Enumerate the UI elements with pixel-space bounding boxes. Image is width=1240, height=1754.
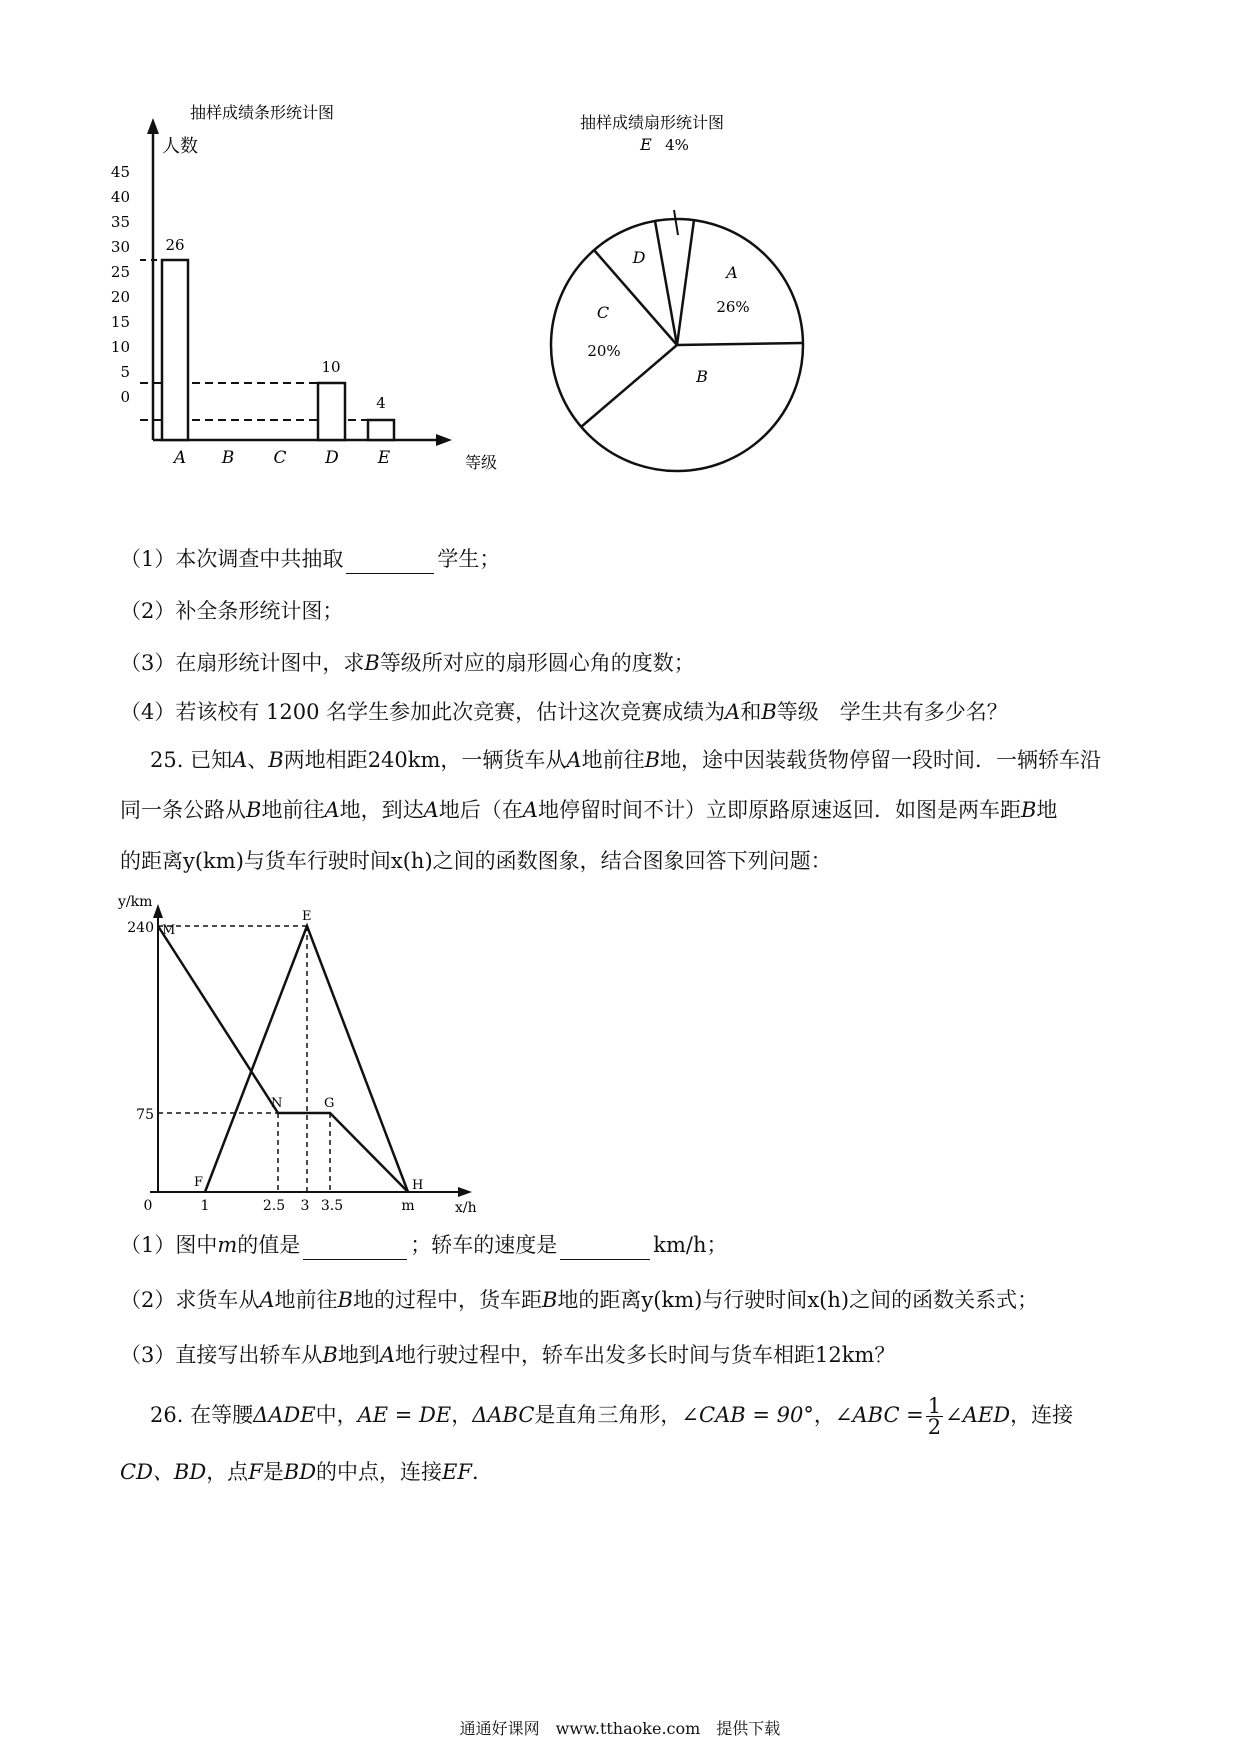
text: km/h； — [653, 1233, 728, 1257]
text: A — [725, 700, 741, 724]
x-axis-arrow — [458, 1187, 472, 1197]
bar-value-label: 26 — [165, 236, 185, 254]
text: y(km) — [183, 849, 244, 873]
point-label-e: E — [302, 909, 312, 924]
text: 两地相距 — [283, 748, 368, 772]
text: A — [423, 798, 439, 822]
q25-line3 — [120, 846, 832, 876]
text: ，点 — [206, 1460, 249, 1484]
text: EF — [442, 1460, 472, 1484]
q26-line2 — [120, 1457, 493, 1487]
text: 是直角三角形， — [534, 1403, 682, 1427]
text: 地停留时间不计）立即原路原速返回．如图是两车距 — [537, 798, 1021, 822]
bar-value-label: 10 — [321, 358, 341, 376]
category-label: E — [377, 448, 391, 468]
x-tick-label: 2.5 — [262, 1198, 286, 1214]
y-tick-label: 75 — [136, 1107, 154, 1123]
text: 地的过程中，货车距 — [352, 1288, 542, 1312]
bar-e — [368, 420, 394, 440]
text: 中， — [315, 1403, 358, 1427]
text: m — [217, 1233, 238, 1257]
q24-part4 — [120, 697, 1008, 727]
y-tick-label: 20 — [110, 288, 130, 306]
x-axis-label: x/h — [455, 1200, 477, 1216]
y-tick-label: 240 — [127, 920, 154, 936]
text: CD、BD — [120, 1460, 207, 1484]
text: y(km) — [641, 1288, 703, 1312]
bar-chart-title: 抽样成绩条形统计图 — [190, 103, 335, 122]
y-axis-label: y/km — [118, 894, 153, 910]
x-tick-label: 3 — [300, 1198, 310, 1214]
y-tick-label: 15 — [110, 313, 130, 331]
text: BD — [283, 1460, 317, 1484]
category-label: C — [273, 448, 287, 468]
text: ∠AED — [945, 1403, 1011, 1427]
pie-slice-percent-c: 20% — [587, 342, 621, 360]
text: 是 — [262, 1460, 284, 1484]
point-label-g: G — [324, 1096, 335, 1111]
text: （1）本次调查中共抽取 — [120, 547, 344, 571]
q25-line2 — [120, 795, 1057, 825]
x-tick-label: 1 — [200, 1198, 210, 1214]
text: A — [379, 1343, 395, 1367]
x-axis-arrow — [436, 434, 452, 446]
text: 的中点，连接 — [316, 1460, 443, 1484]
q25-part3 — [120, 1340, 895, 1370]
point-label-h: H — [412, 1178, 424, 1193]
text: ， — [451, 1403, 473, 1427]
text: ，连接 — [1010, 1403, 1074, 1427]
text: B — [364, 651, 380, 675]
y-tick-label: 40 — [110, 188, 130, 206]
bar-value-label: 4 — [376, 394, 386, 412]
text: ；轿车的速度是 — [410, 1233, 558, 1257]
text: B — [1020, 798, 1037, 822]
point-label-n: N — [271, 1096, 283, 1111]
fraction — [926, 1396, 943, 1437]
text: （3）在扇形统计图中，求 — [120, 651, 365, 675]
text: A — [324, 798, 340, 822]
text: 等级所对应的扇形圆心角的度数； — [379, 651, 695, 675]
text: （2）求货车从 — [120, 1288, 260, 1312]
text: ΔADE — [253, 1403, 316, 1427]
y-axis-arrow — [147, 118, 159, 134]
text: 与货车行驶时间 — [243, 849, 391, 873]
text: （3）直接写出轿车从 — [120, 1343, 323, 1367]
text: 地到 — [337, 1343, 380, 1367]
text: ， — [813, 1403, 835, 1427]
text: 之间的函数关系式； — [849, 1288, 1039, 1312]
category-label: A — [173, 448, 187, 468]
text: A — [232, 748, 248, 772]
point-label-f: F — [194, 1175, 204, 1190]
text: AE = DE — [357, 1403, 452, 1427]
pie-slice-label-d: D — [632, 248, 646, 267]
text: B — [541, 1288, 558, 1312]
x-axis-label: 等级 — [465, 453, 498, 472]
y-axis-label: 人数 — [162, 136, 198, 157]
text: B — [246, 798, 262, 822]
text: A — [522, 798, 538, 822]
text: 的值是 — [237, 1233, 301, 1257]
bar-d — [318, 383, 345, 440]
text: ？ — [874, 1343, 896, 1367]
pie-chart-title: 抽样成绩扇形统计图 — [580, 113, 725, 132]
text: 学生； — [437, 547, 501, 571]
y-tick-labels — [111, 163, 130, 406]
y-tick-label: 0 — [120, 388, 130, 406]
y-tick-label: 45 — [110, 163, 130, 181]
text: A — [259, 1288, 275, 1312]
pie-slice-label-c: C — [596, 303, 610, 322]
text: ∠CAB = 90° — [681, 1403, 814, 1427]
text: 的距离 — [120, 849, 183, 873]
bar-a — [162, 260, 188, 440]
origin-label: 0 — [143, 1198, 153, 1214]
text: 等级 学生共有多少名？ — [776, 700, 1008, 724]
text: 和 — [740, 700, 762, 724]
text: F — [248, 1460, 263, 1484]
q25-line1 — [150, 745, 1101, 775]
y-tick-label: 10 — [110, 338, 130, 356]
pie-slice-percent-a: 26% — [716, 298, 750, 316]
y-tick-label: 25 — [110, 263, 130, 281]
text: ． — [471, 1460, 493, 1484]
text: （4）若该校有 1200 名学生参加此次竞赛，估计这次竞赛成绩为 — [120, 700, 726, 724]
text: ΔABC — [472, 1403, 535, 1427]
text: 地行驶过程中，轿车出发多长时间与货车相距 — [394, 1343, 815, 1367]
text: 地的距离 — [557, 1288, 642, 1312]
text: ∠ABC = — [834, 1403, 924, 1427]
answer-blank-m[interactable] — [303, 1237, 407, 1260]
y-tick-label: 30 — [110, 238, 130, 256]
text: 26. 在等腰 — [150, 1403, 254, 1427]
text: x(h) — [807, 1288, 850, 1312]
q25-part2 — [120, 1285, 1038, 1315]
text: ，一辆货车从 — [440, 748, 567, 772]
x-tick-label: m — [401, 1198, 415, 1214]
fraction-numerator: 1 — [927, 1394, 942, 1418]
answer-blank[interactable] — [346, 551, 434, 574]
x-tick-label: 3.5 — [320, 1198, 344, 1214]
pie-slice-percent-e: 4% — [665, 136, 689, 154]
text: 25. 已知 — [150, 748, 233, 772]
text: 地前往 — [261, 798, 325, 822]
text: （1）图中 — [120, 1233, 218, 1257]
category-label: D — [325, 448, 339, 468]
text: 地前往 — [274, 1288, 338, 1312]
fraction-denominator: 2 — [927, 1415, 942, 1439]
point-label-m: M — [162, 923, 176, 938]
text: x(h) — [390, 849, 433, 873]
text: B — [337, 1288, 353, 1312]
pie-slice-label-e: E — [640, 135, 652, 154]
q26-line1 — [150, 1394, 1073, 1437]
text: （2）补全条形统计图； — [120, 599, 344, 623]
text: 、 — [247, 748, 269, 772]
text: 与行驶时间 — [702, 1288, 808, 1312]
text: B — [268, 748, 284, 772]
text: 地，到达 — [339, 798, 424, 822]
y-tick-label: 5 — [120, 363, 130, 381]
text: B — [644, 748, 661, 772]
text: 12km — [814, 1343, 875, 1367]
text: 地后（在 — [438, 798, 523, 822]
y-tick-label: 35 — [110, 213, 130, 231]
pie-slice-label-a: A — [726, 263, 738, 282]
text: A — [566, 748, 582, 772]
text: 之间的函数图象，结合图象回答下列问题： — [432, 849, 832, 873]
function-graph — [110, 890, 510, 1220]
truck-line — [158, 926, 408, 1192]
pie-slice-label-b: B — [696, 367, 708, 386]
q24-part1 — [120, 544, 500, 574]
pie-chart — [540, 100, 840, 480]
category-label: B — [221, 448, 235, 468]
y-axis-arrow — [153, 904, 163, 918]
text: B — [761, 700, 777, 724]
q25-part1 — [120, 1230, 728, 1260]
text: 地 — [1036, 798, 1058, 822]
page-footer: 通通好课网 www.tthaoke.com 提供下载 — [459, 1719, 781, 1738]
text: 240km — [367, 748, 441, 772]
q24-part3 — [120, 648, 695, 678]
bar-chart — [110, 100, 520, 480]
answer-blank-speed[interactable] — [560, 1237, 650, 1260]
text: 地前往 — [581, 748, 645, 772]
text: 同一条公路从 — [120, 798, 246, 822]
q24-part2 — [120, 596, 343, 626]
text: 地，途中因装载货物停留一段时间．一辆轿车沿 — [660, 748, 1102, 772]
text: B — [322, 1343, 338, 1367]
